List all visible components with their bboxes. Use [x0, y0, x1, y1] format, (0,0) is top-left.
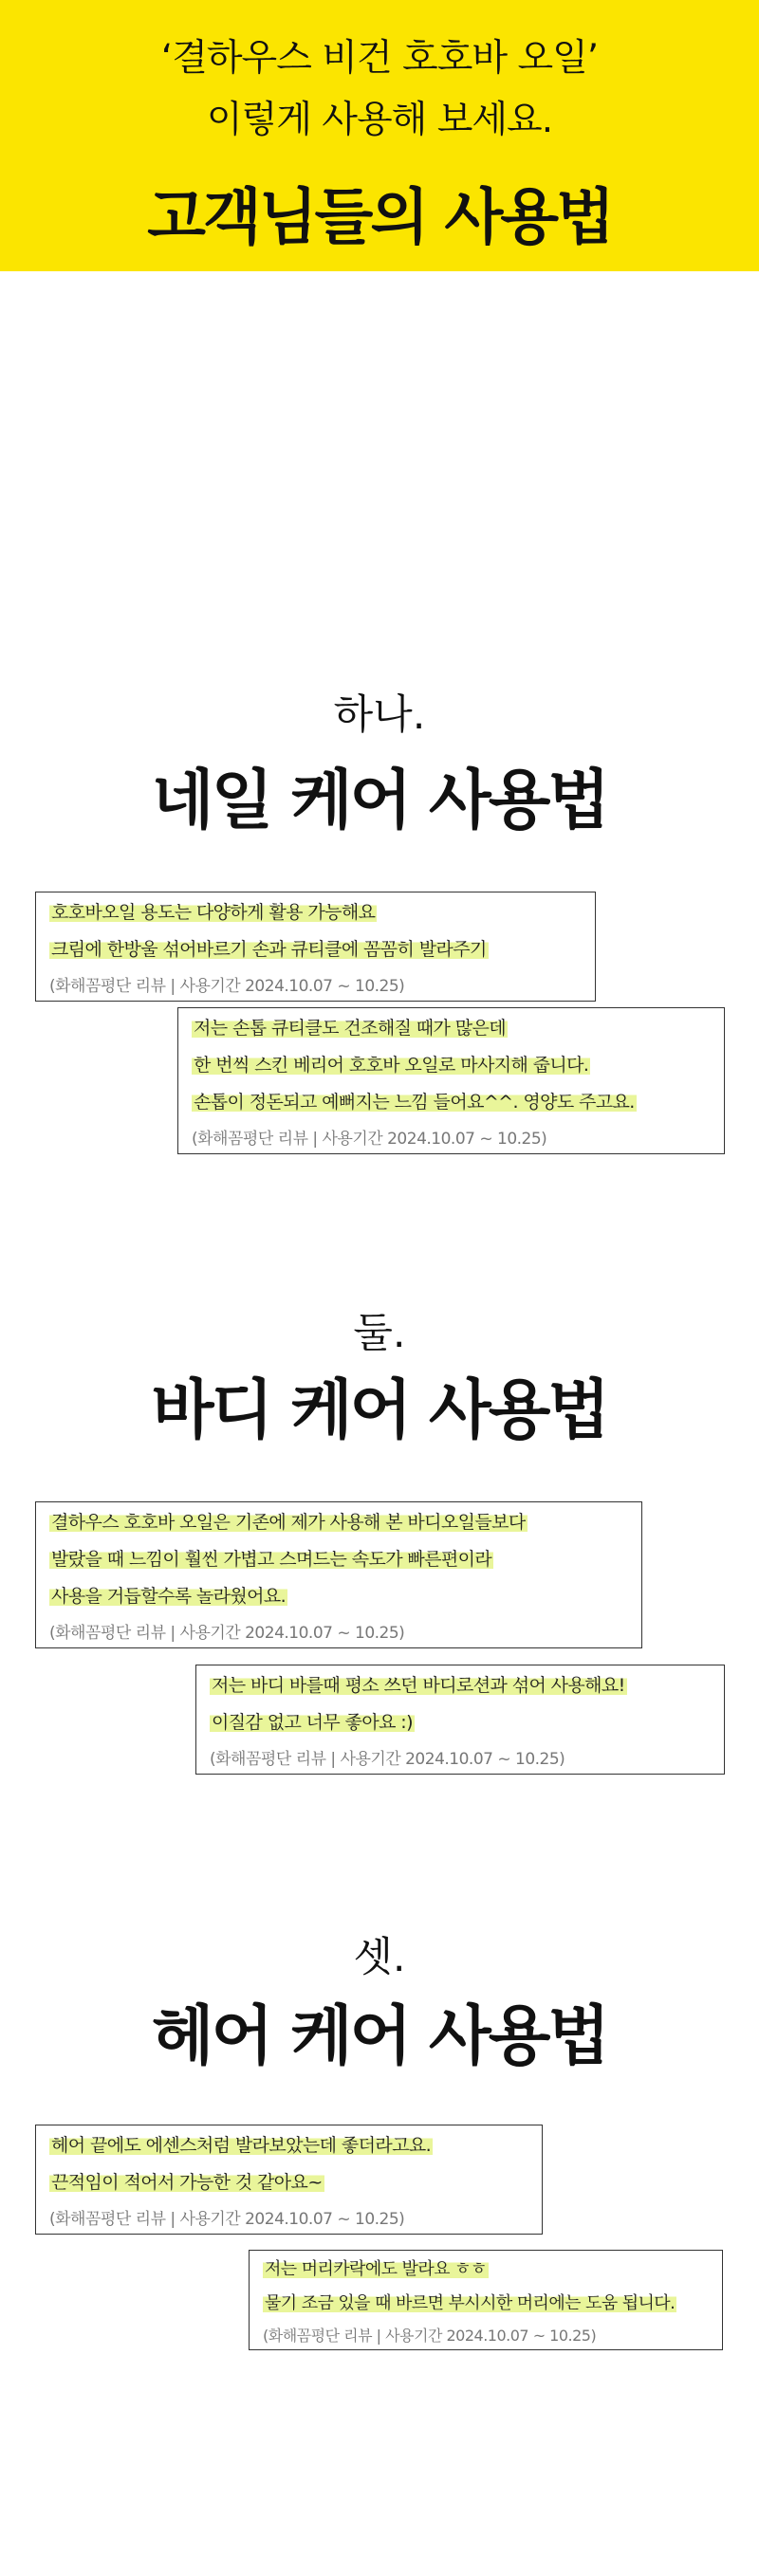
banner-subtitle-line1: ‘결하우스 비건 호호바 오일’	[160, 37, 599, 80]
review-text: 물기 조금 있을 때 바르면 부시시한 머리에는 도움 됩니다.	[263, 2290, 676, 2314]
review-card-body-2	[195, 1665, 725, 1775]
review-card-hair-2	[249, 2250, 723, 2350]
review-text: 호호바오일 용도는 다양하게 활용 가능해요	[49, 898, 377, 924]
review-text: 발랐을 때 느낌이 훨씬 가볍고 스며드는 속도가 빠른편이라	[49, 1545, 493, 1571]
review-card-nail-1	[35, 892, 596, 1002]
review-text: 헤어 끝에도 에센스처럼 발라보았는데 좋더라고요.	[49, 2131, 433, 2157]
section-number-hair: 셋.	[353, 1934, 406, 1981]
section-title-hair: 헤어 케어 사용법	[151, 1999, 608, 2074]
banner-subtitle-line2: 이렇게 사용해 보세요.	[206, 99, 553, 141]
review-text: 크림에 한방울 섞어바르기 손과 큐티클에 꼼꼼히 발라주기	[49, 935, 489, 961]
review-text: 이질감 없고 너무 좋아요 :)	[210, 1708, 415, 1734]
banner-title: 고객님들의 사용법	[147, 183, 612, 253]
section-number-body: 둘.	[353, 1310, 406, 1357]
review-meta: (화해꼼평단 리뷰 | 사용기간 2024.10.07 ~ 10.25)	[49, 1623, 405, 1643]
review-text: 손톱이 정돈되고 예뻐지는 느낌 들어요^^. 영양도 주고요.	[192, 1088, 637, 1113]
section-title-nail: 네일 케어 사용법	[151, 764, 608, 838]
review-text: 사용을 거듭할수록 놀라웠어요.	[49, 1582, 287, 1608]
review-text: 결하우스 호호바 오일은 기존에 제가 사용해 본 바디오일들보다	[49, 1508, 528, 1534]
review-meta: (화해꼼평단 리뷰 | 사용기간 2024.10.07 ~ 10.25)	[49, 2209, 405, 2229]
review-meta: (화해꼼평단 리뷰 | 사용기간 2024.10.07 ~ 10.25)	[263, 2326, 597, 2345]
review-text: 저는 머리카락에도 발라요 ㅎㅎ	[263, 2255, 489, 2280]
section-number-nail: 하나.	[333, 691, 426, 739]
review-card-nail-2	[177, 1007, 725, 1154]
review-text: 끈적임이 적어서 가능한 것 같아요~	[49, 2168, 324, 2194]
review-text: 한 번씩 스킨 베리어 호호바 오일로 마사지해 줍니다.	[192, 1051, 590, 1076]
review-meta: (화해꼼평단 리뷰 | 사용기간 2024.10.07 ~ 10.25)	[192, 1129, 547, 1149]
review-meta: (화해꼼평단 리뷰 | 사용기간 2024.10.07 ~ 10.25)	[49, 976, 405, 996]
review-meta: (화해꼼평단 리뷰 | 사용기간 2024.10.07 ~ 10.25)	[210, 1749, 565, 1769]
review-card-hair-1	[35, 2125, 543, 2235]
review-text: 저는 손톱 큐티클도 건조해질 때가 많은데	[192, 1014, 508, 1040]
header-banner	[0, 0, 759, 271]
review-card-body-1	[35, 1501, 642, 1648]
section-title-body: 바디 케어 사용법	[151, 1373, 608, 1448]
review-text: 저는 바디 바를때 평소 쓰던 바디로션과 섞어 사용해요!	[210, 1671, 627, 1697]
